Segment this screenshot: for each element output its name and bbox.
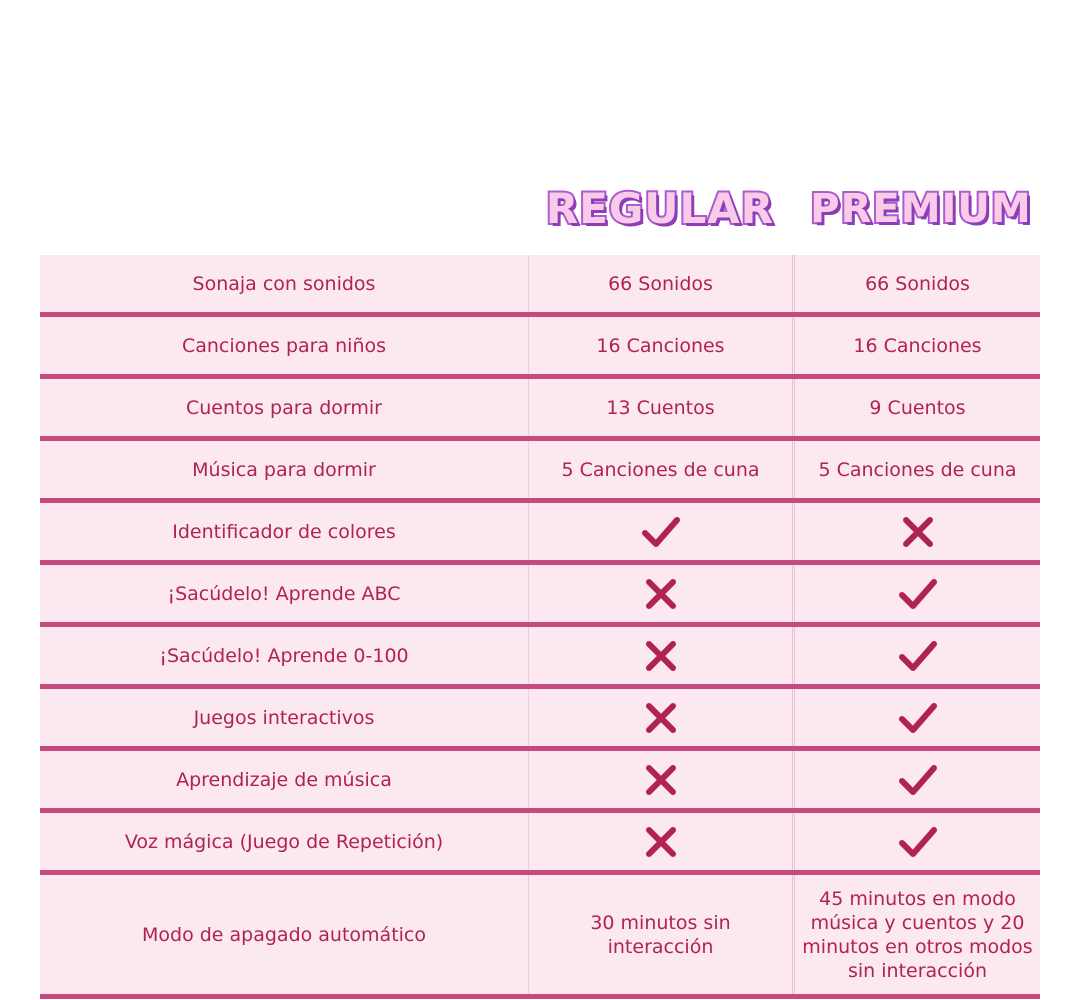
table-row (40, 503, 1040, 565)
feature-label: Identificador de colores (172, 520, 396, 543)
check-icon (898, 577, 938, 611)
feature-label: Canciones para niños (181, 334, 387, 357)
regular-value (528, 689, 792, 746)
premium-value (792, 751, 1040, 808)
plan-title-regular: REGULAR (545, 184, 775, 233)
premium-value: 5 Canciones de cuna (792, 441, 1040, 498)
feature-label: Música para dormir (192, 458, 376, 481)
table-row (40, 441, 1040, 503)
regular-value: 5 Canciones de cuna (528, 441, 792, 498)
premium-value (792, 813, 1040, 870)
regular-value: 13 Cuentos (528, 379, 792, 436)
regular-value (528, 813, 792, 870)
feature-label: Aprendizaje de música (176, 768, 392, 791)
cross-icon (644, 577, 678, 611)
check-icon (898, 763, 938, 797)
regular-value (528, 627, 792, 684)
table-row (40, 627, 1040, 689)
cross-icon (901, 515, 935, 549)
regular-value (528, 751, 792, 808)
regular-value (528, 565, 792, 622)
cross-icon (644, 639, 678, 673)
premium-value: 45 minutos en modo música y cuentos y 20 minutos en otros modos sin interacción (792, 875, 1040, 994)
check-icon (898, 701, 938, 735)
feature-label: Sonaja con sonidos (192, 272, 376, 295)
comparison-table (40, 255, 1040, 999)
table-row (40, 255, 1040, 317)
premium-value (792, 689, 1040, 746)
check-icon (641, 515, 681, 549)
table-row (40, 813, 1040, 875)
cross-icon (644, 763, 678, 797)
table-row (40, 875, 1040, 999)
cross-icon (644, 701, 678, 735)
premium-value (792, 565, 1040, 622)
feature-label: ¡Sacúdelo! Aprende 0-100 (159, 644, 409, 667)
premium-value: 16 Canciones (792, 317, 1040, 374)
premium-value (792, 503, 1040, 560)
plan-title-premium: PREMIUM (810, 186, 1032, 232)
feature-label: Modo de apagado automático (141, 923, 427, 946)
feature-label: Juegos interactivos (193, 706, 375, 729)
table-row (40, 317, 1040, 379)
table-row (40, 751, 1040, 813)
regular-value: 30 minutos sin interacción (528, 875, 792, 994)
feature-label: Cuentos para dormir (185, 396, 382, 419)
feature-label: Voz mágica (Juego de Repetición) (124, 830, 444, 853)
regular-value: 66 Sonidos (528, 255, 792, 312)
feature-label: ¡Sacúdelo! Aprende ABC (167, 582, 401, 605)
plan-headers (530, 176, 1042, 242)
check-icon (898, 639, 938, 673)
regular-value (528, 503, 792, 560)
table-row (40, 379, 1040, 441)
table-row (40, 565, 1040, 627)
premium-value: 9 Cuentos (792, 379, 1040, 436)
cross-icon (644, 825, 678, 859)
premium-value: 66 Sonidos (792, 255, 1040, 312)
check-icon (898, 825, 938, 859)
premium-value (792, 627, 1040, 684)
table-row (40, 689, 1040, 751)
regular-value: 16 Canciones (528, 317, 792, 374)
